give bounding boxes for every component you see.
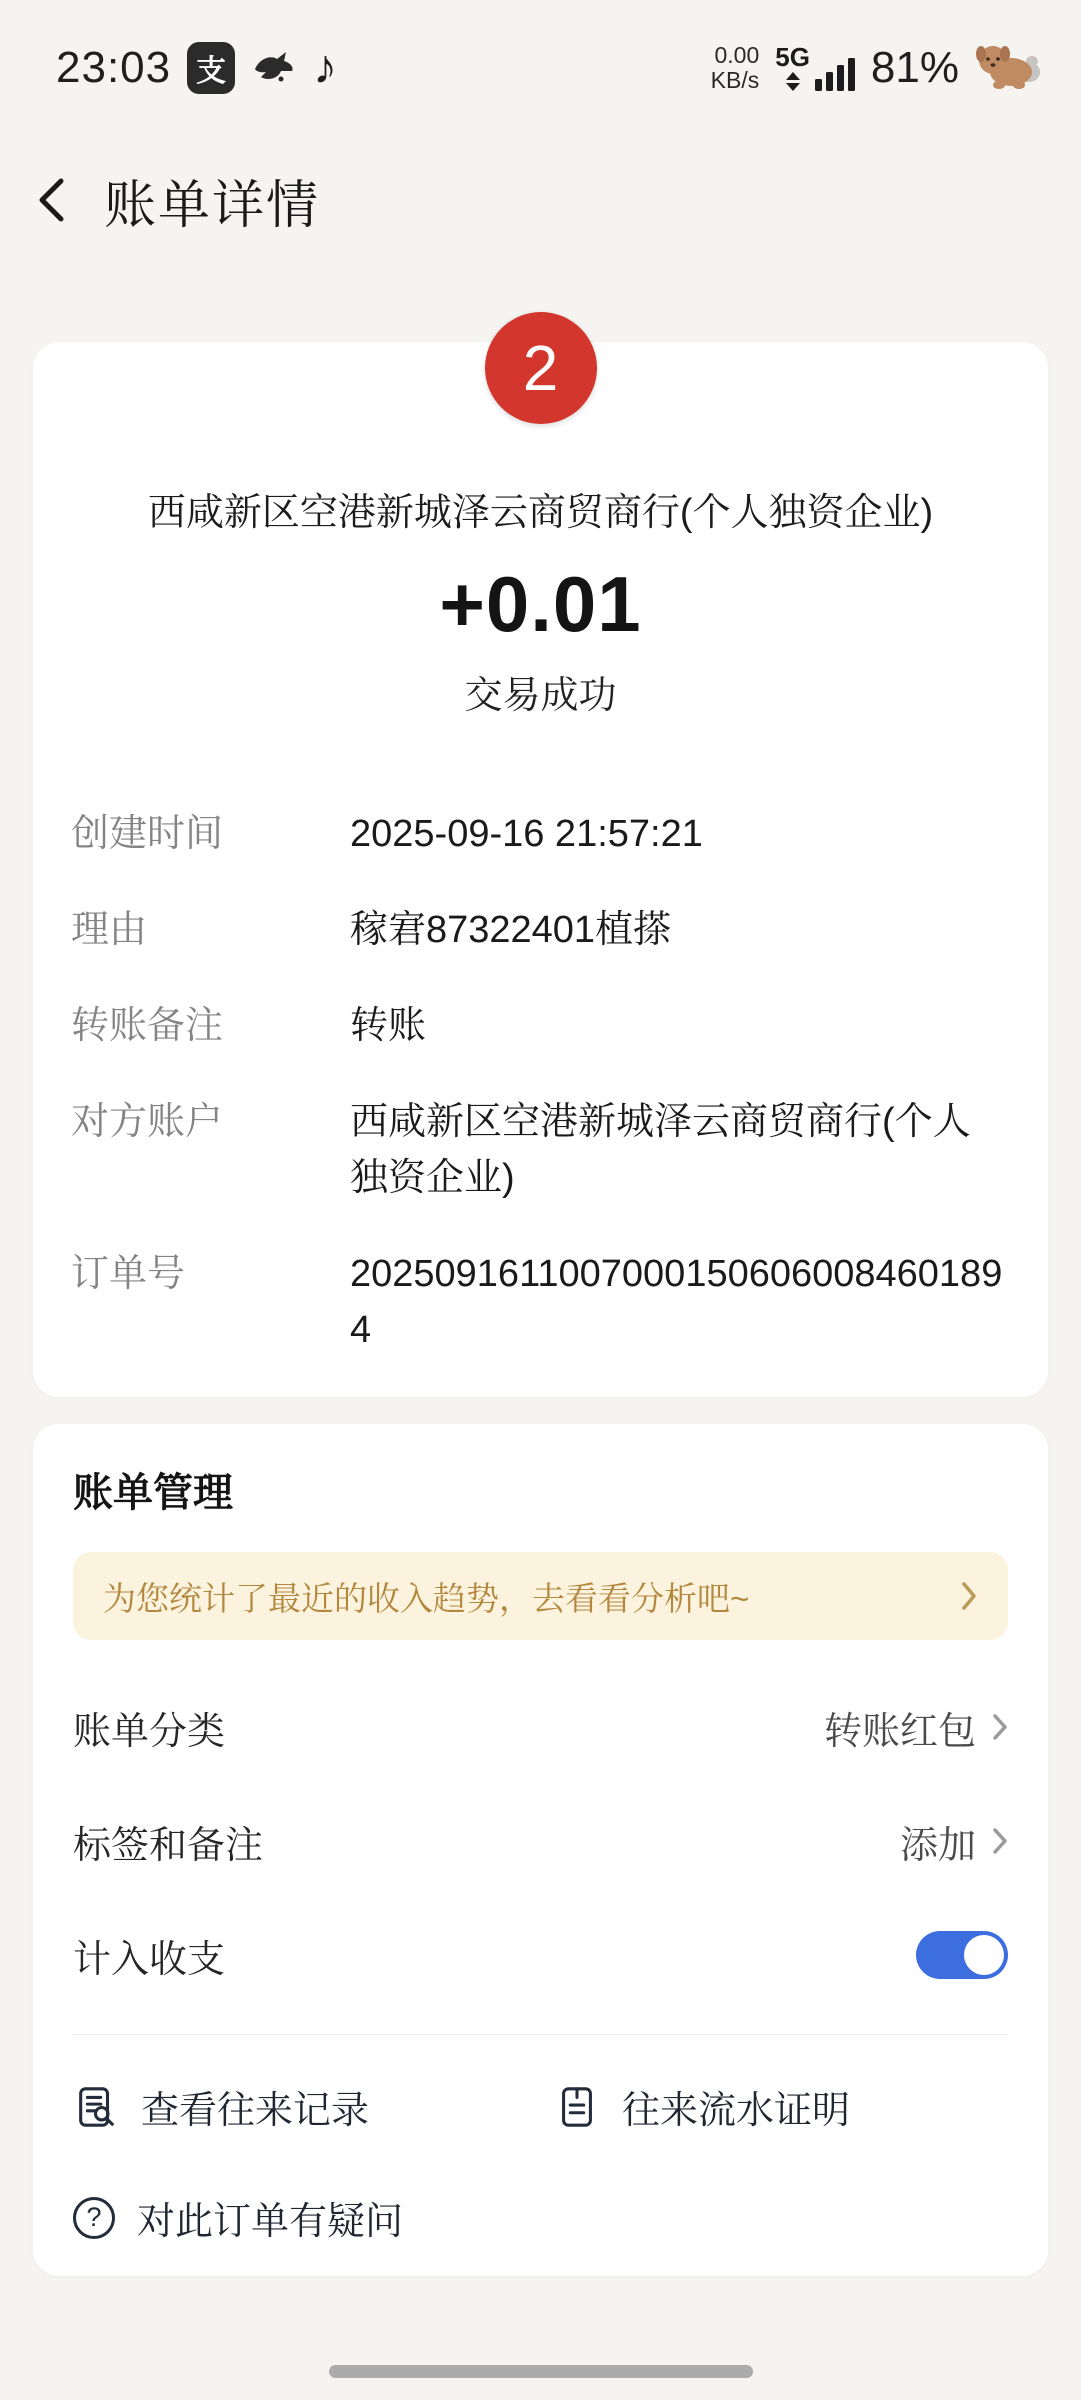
detail-list <box>71 806 1008 1358</box>
chevron-right-icon <box>992 1713 1008 1741</box>
detail-label: 订单号 <box>71 1253 186 1295</box>
detail-row-transfer-note <box>71 998 1008 1054</box>
detail-label: 创建时间 <box>71 813 224 855</box>
toggle-knob <box>964 1935 1004 1975</box>
row-label: 标签和备注 <box>73 1824 264 1867</box>
status-bar <box>0 36 1081 100</box>
detail-row-counterparty <box>71 1094 1008 1206</box>
record-search-icon <box>73 2084 119 2130</box>
row-value: 添加 <box>899 1824 976 1867</box>
detail-value: 2025-09-16 21:57:21 <box>350 813 703 855</box>
alipay-glyph: 支 <box>196 55 227 88</box>
management-rows <box>73 1670 1008 2012</box>
network-type-block <box>775 42 810 91</box>
detail-value: 20250916110070001506060084601894 <box>350 1253 1003 1351</box>
home-indicator[interactable] <box>329 2365 753 2378</box>
action-label: 查看往来记录 <box>141 2090 370 2132</box>
bill-category-row[interactable] <box>73 1670 1008 1784</box>
include-in-stats-toggle[interactable] <box>916 1931 1008 1979</box>
detail-value: 稼宭87322401植搽 <box>350 909 672 951</box>
page-title: 账单详情 <box>104 176 321 235</box>
statement-proof-button[interactable] <box>554 2079 850 2134</box>
chevron-right-icon <box>960 1581 978 1611</box>
action-label: 往来流水证明 <box>622 2090 851 2132</box>
bird-icon <box>251 46 297 91</box>
statement-icon <box>554 2084 600 2130</box>
detail-row-create-time <box>71 806 1008 862</box>
back-button[interactable] <box>36 174 70 226</box>
detail-value: 转账 <box>350 1005 427 1047</box>
chevron-right-icon <box>992 1827 1008 1855</box>
signal-bars-icon <box>815 58 855 91</box>
puppy-battery-icon <box>975 41 1041 96</box>
banner-text: 为您统计了最近的收入趋势，去看看分析吧~ <box>103 1579 750 1617</box>
view-records-button[interactable] <box>73 2079 554 2134</box>
detail-label: 对方账户 <box>71 1101 224 1143</box>
clock: 23:03 <box>56 43 172 92</box>
network-speed <box>711 43 760 93</box>
order-question-button[interactable] <box>73 2190 403 2245</box>
income-trend-banner[interactable] <box>73 1552 1008 1640</box>
row-right <box>824 1700 1008 1755</box>
detail-label: 理由 <box>71 909 148 951</box>
music-note-icon: ♪ <box>313 41 338 94</box>
action-label: 对此订单有疑问 <box>137 2201 404 2243</box>
row-label: 账单分类 <box>73 1710 226 1753</box>
action-links <box>73 2035 1008 2245</box>
question-icon: ? <box>73 2197 115 2239</box>
nav-header <box>36 168 1045 235</box>
network-speed-unit: KB/s <box>710 67 760 93</box>
updown-arrows-icon <box>786 72 800 91</box>
transaction-card <box>33 332 1048 1397</box>
alipay-notification-icon <box>187 42 235 94</box>
transaction-status: 交易成功 <box>464 675 617 717</box>
action-row <box>73 2190 1008 2245</box>
avatar[interactable]: 2 <box>485 312 597 424</box>
detail-label: 转账备注 <box>71 1005 224 1047</box>
status-bar-right <box>711 41 1041 96</box>
status-bar-left <box>56 42 337 94</box>
section-title: 账单管理 <box>73 1471 233 1515</box>
row-label: 计入收支 <box>73 1938 226 1981</box>
detail-row-order-number <box>71 1246 1008 1358</box>
row-right <box>900 1814 1008 1869</box>
detail-value: 西咸新区空港新城泽云商贸商行(个人独资企业) <box>350 1101 971 1199</box>
back-chevron-icon <box>42 181 61 219</box>
battery-percent: 81% <box>870 43 959 92</box>
bill-management-card <box>33 1424 1048 2276</box>
merchant-name: 西咸新区空港新城泽云商贸商行(个人独资企业) <box>147 492 934 534</box>
detail-row-reason <box>71 902 1008 958</box>
action-row <box>73 2079 1008 2134</box>
transaction-amount: +0.01 <box>439 560 642 648</box>
network-type-label: 5G <box>775 42 810 72</box>
row-value: 转账红包 <box>823 1710 976 1753</box>
include-in-stats-row <box>73 1898 1008 2012</box>
network-speed-value: 0.00 <box>714 42 760 68</box>
signal-indicator <box>775 42 855 91</box>
tags-notes-row[interactable] <box>73 1784 1008 1898</box>
